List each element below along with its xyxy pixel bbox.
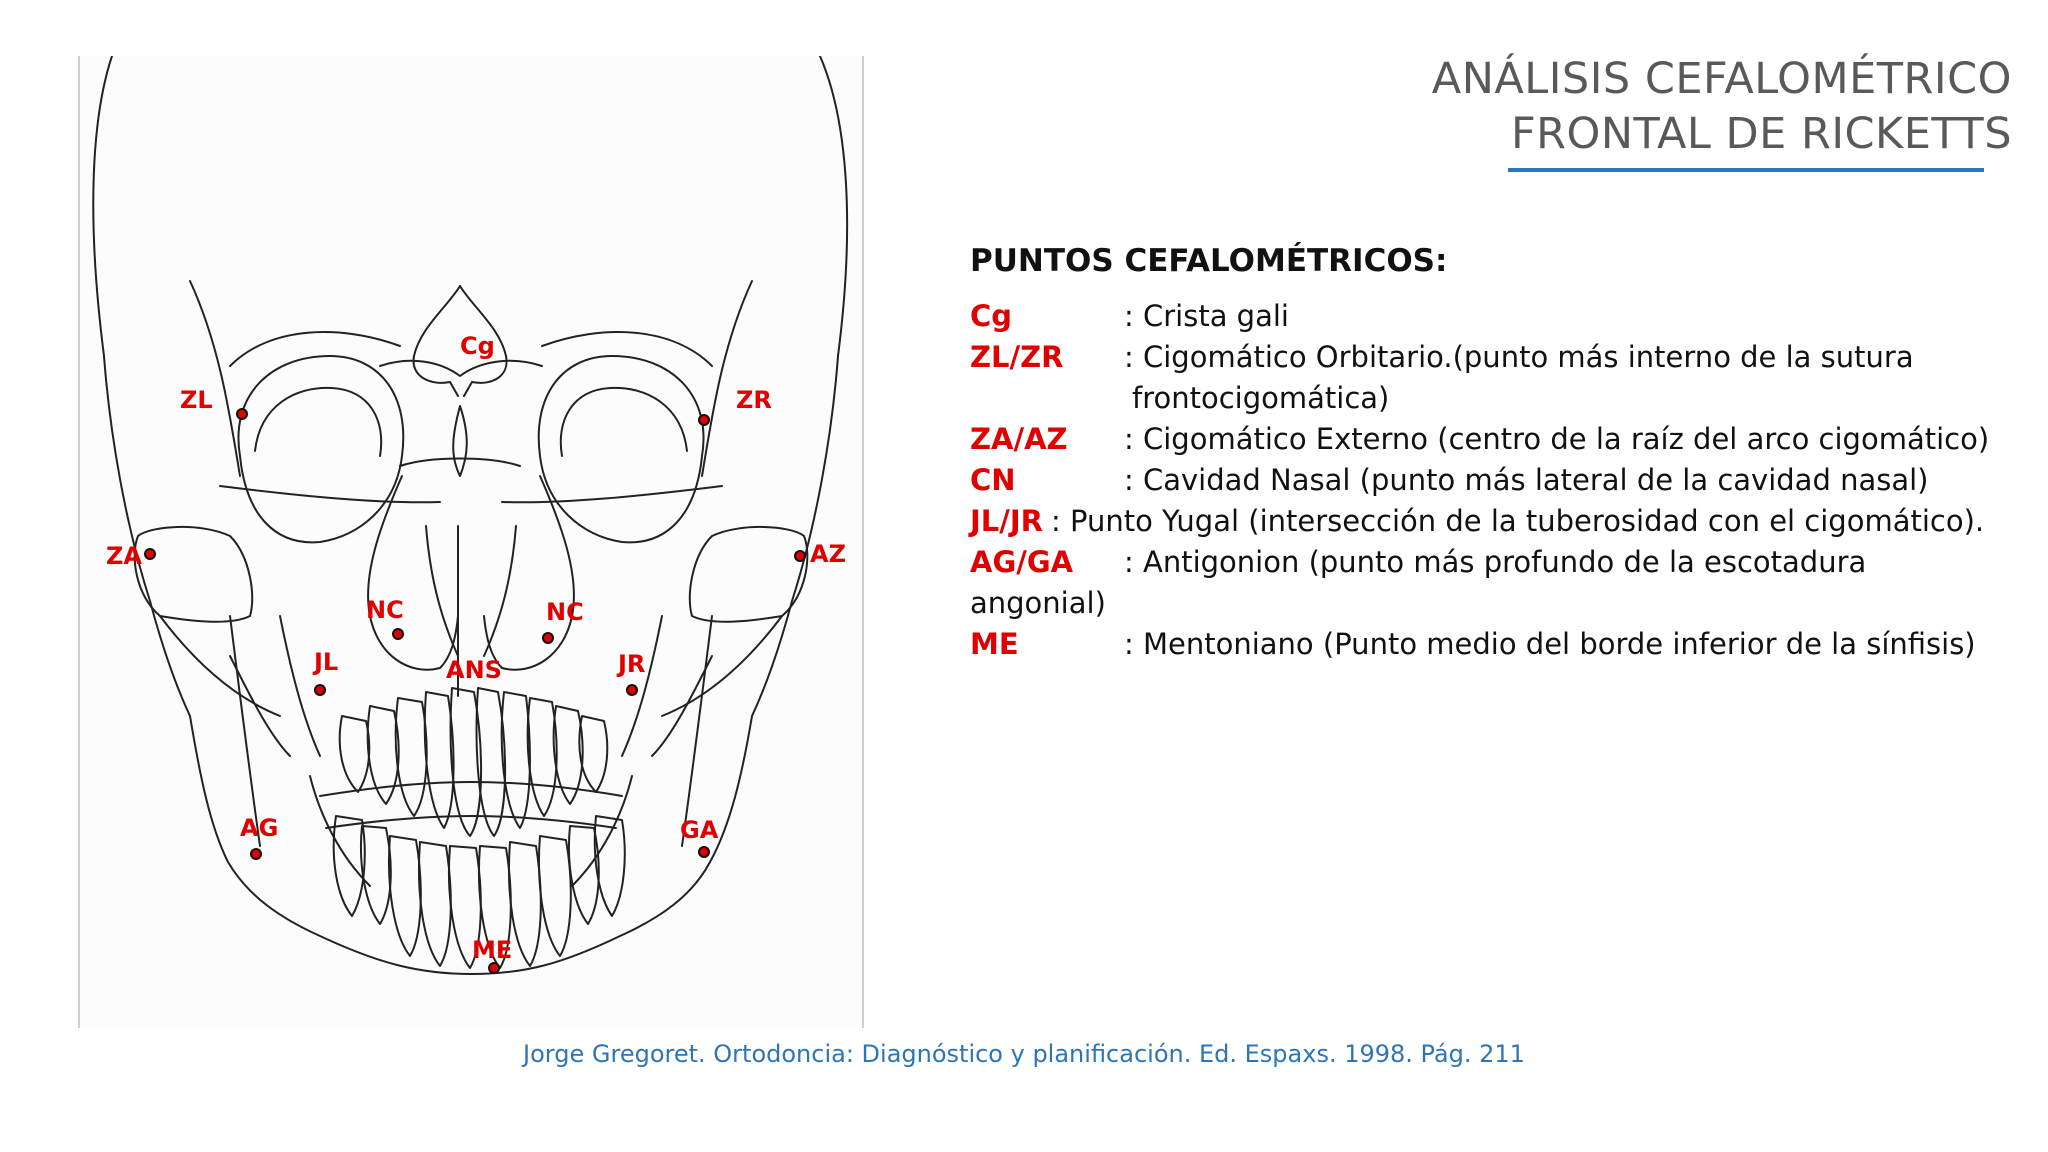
- label-jr: JR: [618, 650, 646, 678]
- point-code: JL/JR: [970, 504, 1043, 538]
- list-item: [970, 624, 2010, 665]
- mandible-outline: [190, 716, 752, 974]
- list-item: [970, 337, 2010, 378]
- cranium-left-outline: [93, 56, 190, 716]
- label-ga: GA: [680, 816, 719, 844]
- point-jl: [315, 685, 325, 695]
- label-nc-left: NC: [366, 596, 404, 624]
- point-nc-left: [393, 629, 403, 639]
- list-item: [970, 419, 2010, 460]
- crista-galli-outline: [413, 286, 460, 396]
- point-me: [489, 963, 499, 973]
- slide-title: [1372, 52, 2012, 162]
- point-code: ME: [970, 627, 1019, 661]
- point-description: : Crista gali: [1124, 299, 1289, 333]
- label-ag: AG: [240, 814, 279, 842]
- point-code: AG/GA: [970, 545, 1074, 579]
- left-nasal-cavity-outline: [368, 476, 458, 670]
- label-cg: Cg: [460, 332, 495, 360]
- label-za: ZA: [106, 542, 142, 570]
- left-orbit-outline: [238, 356, 403, 542]
- point-jr: [627, 685, 637, 695]
- label-me: ME: [472, 936, 513, 964]
- right-orbit-outline: [539, 356, 704, 542]
- point-za: [145, 549, 155, 559]
- title-line-1: ANÁLISIS CEFALOMÉTRICO: [1431, 54, 2012, 104]
- label-az: AZ: [810, 540, 846, 568]
- label-jl: JL: [314, 648, 339, 676]
- list-item: [970, 460, 2010, 501]
- label-nc-right: NC: [546, 598, 584, 626]
- source-citation: Jorge Gregoret. Ortodoncia: Diagnóstico y planificación. Ed. Espaxs. 1998. Pág. 211: [523, 1040, 1525, 1068]
- skull-tracing-figure: [78, 56, 864, 1028]
- list-item: [970, 296, 2010, 337]
- skull-tracing-drawing: [80, 56, 862, 1028]
- right-nasal-cavity-outline: [484, 476, 574, 670]
- point-description-continuation: frontocigomática): [1132, 381, 1390, 415]
- point-code: ZL/ZR: [970, 340, 1064, 374]
- point-description: : Antigonion (punto más profundo de la escotadura angonial): [970, 545, 1867, 620]
- label-zl: ZL: [180, 386, 213, 414]
- point-code: CN: [970, 463, 1016, 497]
- point-description: : Mentoniano (Punto medio del borde inferior de la sínfisis): [1124, 627, 1976, 661]
- right-zygomatic-arch: [690, 527, 808, 622]
- point-ga: [699, 847, 709, 857]
- title-line-2: FRONTAL DE RICKETTS: [1510, 109, 2012, 159]
- title-underline: [1508, 168, 1984, 172]
- label-ans: ANS: [446, 656, 502, 684]
- list-item: [970, 542, 2010, 624]
- point-description: : Cigomático Externo (centro de la raíz del arco cigomático): [1124, 422, 1990, 456]
- upper-teeth-group: [340, 688, 608, 836]
- point-code: Cg: [970, 299, 1013, 333]
- points-heading: PUNTOS CEFALOMÉTRICOS:: [970, 243, 1448, 279]
- point-nc-right: [543, 633, 553, 643]
- label-zr: ZR: [736, 386, 772, 414]
- left-zygomatic-arch: [135, 527, 253, 622]
- point-zr: [699, 415, 709, 425]
- list-item: [970, 501, 2010, 542]
- point-ag: [251, 849, 261, 859]
- point-description: : Cavidad Nasal (punto más lateral de la cavidad nasal): [1124, 463, 1929, 497]
- point-zl: [237, 409, 247, 419]
- point-description: : Cigomático Orbitario.(punto más interno de la sutura: [1124, 340, 1914, 374]
- cephalometric-points-list: [970, 236, 2010, 665]
- point-description: : Punto Yugal (intersección de la tuberosidad con el cigomático).: [1050, 504, 1985, 538]
- point-az: [795, 551, 805, 561]
- point-code: ZA/AZ: [970, 422, 1068, 456]
